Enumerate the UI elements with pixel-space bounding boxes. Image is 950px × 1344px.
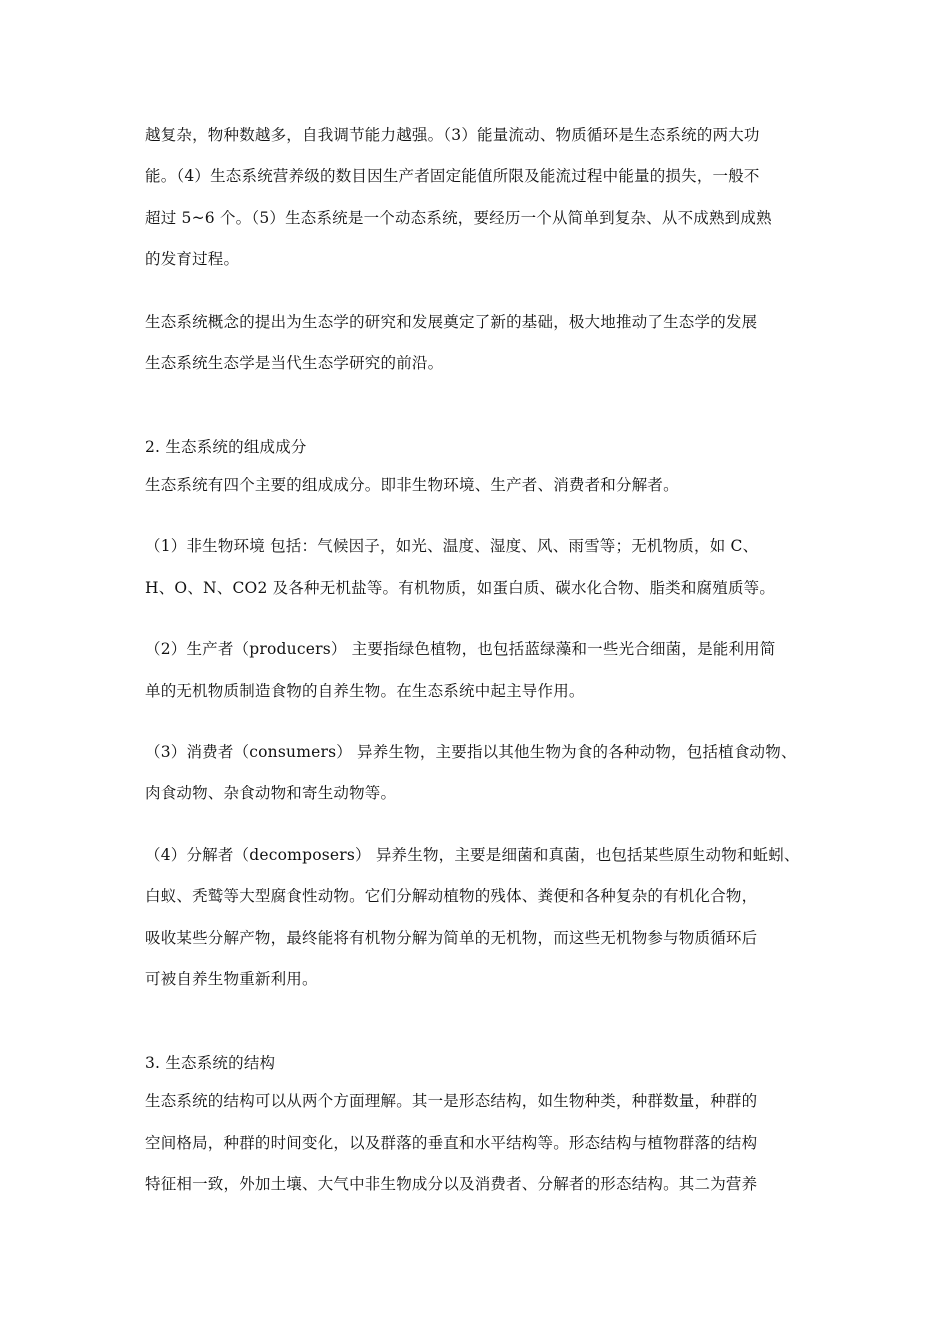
component-3-line-1: （3）消费者（consumers） 异养生物，主要指以其他生物为食的各种动物，包括植食动物、 <box>145 743 797 761</box>
component-4-line-3: 吸收某些分解产物，最终能将有机物分解为简单的无机物，而这些无机物参与物质循环后 <box>145 929 758 947</box>
component-2-line-2: 单的无机物质制造食物的自养生物。在生态系统中起主导作用。 <box>145 682 585 700</box>
intro-line-2: 能。（4）生态系统营养级的数目因生产者固定能值所限及能流过程中能量的损失，一般不 <box>145 167 760 185</box>
section-3-line-3: 特征相一致，外加土壤、大气中非生物成分以及消费者、分解者的形态结构。其二为营养 <box>145 1175 758 1193</box>
component-4-line-1: （4）分解者（decomposers） 异养生物，主要是细菌和真菌，也包括某些原生动物和蚯蚓、 <box>145 846 800 864</box>
component-2-line-1: （2）生产者（producers） 主要指绿色植物，也包括蓝绿藻和一些光合细菌，是能利用简 <box>145 640 776 658</box>
component-4-line-4: 可被自养生物重新利用。 <box>145 970 318 988</box>
component-4-line-2: 白蚁、秃鹫等大型腐食性动物。它们分解动植物的残体、粪便和各种复杂的有机化合物， <box>145 887 758 905</box>
section-2-intro: 生态系统有四个主要的组成成分。即非生物环境、生产者、消费者和分解者。 <box>145 476 679 494</box>
intro-line-1: 越复杂，物种数越多，自我调节能力越强。（3）能量流动、物质循环是生态系统的两大功 <box>145 126 760 144</box>
significance-line-1: 生态系统概念的提出为生态学的研究和发展奠定了新的基础，极大地推动了生态学的发展 <box>145 313 758 331</box>
intro-line-4: 的发育过程。 <box>145 250 240 268</box>
section-3-heading: 3. 生态系统的结构 <box>145 1054 276 1072</box>
significance-line-2: 生态系统生态学是当代生态学研究的前沿。 <box>145 354 444 372</box>
component-1-line-1: （1）非生物环境 包括：气候因子，如光、温度、湿度、风、雨雪等；无机物质，如 C、 <box>145 537 759 555</box>
section-2-heading: 2. 生态系统的组成成分 <box>145 438 307 456</box>
component-1-line-2: H、O、N、CO2 及各种无机盐等。有机物质，如蛋白质、碳水化合物、脂类和腐殖质等。 <box>145 579 776 597</box>
intro-line-3: 超过 5~6 个。（5）生态系统是一个动态系统，要经历一个从简单到复杂、从不成熟到成熟 <box>145 209 772 227</box>
section-3-line-2: 空间格局，种群的时间变化，以及群落的垂直和水平结构等。形态结构与植物群落的结构 <box>145 1134 758 1152</box>
section-3-line-1: 生态系统的结构可以从两个方面理解。其一是形态结构，如生物种类，种群数量，种群的 <box>145 1092 758 1110</box>
component-3-line-2: 肉食动物、杂食动物和寄生动物等。 <box>145 784 397 802</box>
